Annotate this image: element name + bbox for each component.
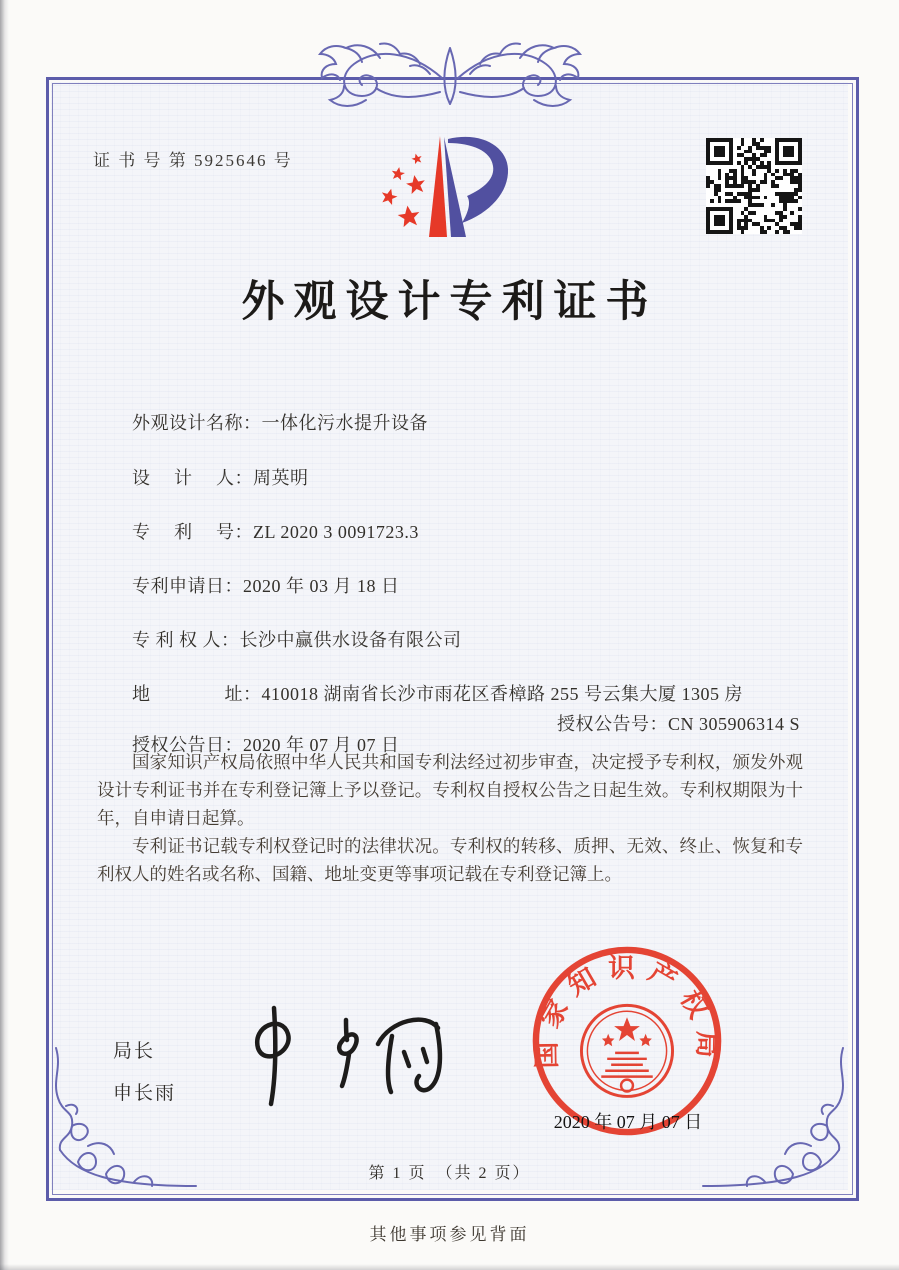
field-grant-number [557, 710, 800, 736]
certificate-title: 外观设计专利证书 [241, 279, 658, 326]
field-value: 2020 年 07 月 07 日 [243, 735, 400, 755]
field-value: 2020 年 03 月 18 日 [243, 576, 400, 596]
legal-paragraph-2: 专利证书记载专利权登记时的法律状况。专利权的转移、质押、无效、终止、恢复和专利权人的姓名或名称、国籍、地址变更等事项记载在专利登记簿上。 [97, 836, 803, 884]
legal-paragraph-1: 国家知识产权局依照中华人民共和国专利法经过初步审查，决定授予专利权，颁发外观设计专利证书并在专利登记簿上予以登记。专利权自授权公告之日起生效。专利权期限为十年，自申请日起算。 [97, 752, 803, 828]
qr-code [706, 138, 802, 234]
field-label: 专 利 号： [132, 522, 253, 542]
field-value: CN 305906314 S [668, 714, 801, 734]
field-value: 周英明 [253, 468, 309, 488]
seal-text: 国家知识产权局 [531, 953, 723, 1069]
field-value: 410018 湖南省长沙市雨花区香樟路 255 号云集大厦 1305 房 [261, 684, 743, 704]
cnipa-logo-icon [378, 130, 513, 244]
field-value: 长沙中赢供水设备有限公司 [239, 630, 462, 650]
scan-edge-shadow [0, 0, 9, 1270]
top-ornament-icon [280, 34, 620, 116]
director-name: 申长雨 [113, 1083, 177, 1104]
seal-date: 2020 年 07 月 07 日 [553, 1112, 703, 1132]
field-value: ZL 2020 3 0091723.3 [253, 522, 419, 542]
scan-edge-shadow-bottom [0, 1264, 899, 1270]
back-side-note: 其他事项参见背面 [369, 1225, 530, 1244]
director-title: 局长 [113, 1041, 156, 1062]
director-signature [228, 996, 468, 1116]
field-label: 地 址： [132, 684, 262, 704]
certificate-number: 证 书 号 第 5925646 号 [93, 151, 293, 170]
field-value: 一体化污水提升设备 [261, 413, 428, 433]
page-number: 第 1 页 （共 2 页） [368, 1165, 531, 1182]
field-label: 专 利 权 人： [132, 630, 240, 650]
field-label: 设 计 人： [132, 468, 253, 488]
field-label: 授权公告日： [132, 735, 243, 755]
field-label: 专利申请日： [132, 576, 243, 596]
field-label: 外观设计名称： [132, 413, 262, 433]
field-label: 授权公告号： [557, 714, 668, 734]
legal-text [97, 748, 803, 888]
